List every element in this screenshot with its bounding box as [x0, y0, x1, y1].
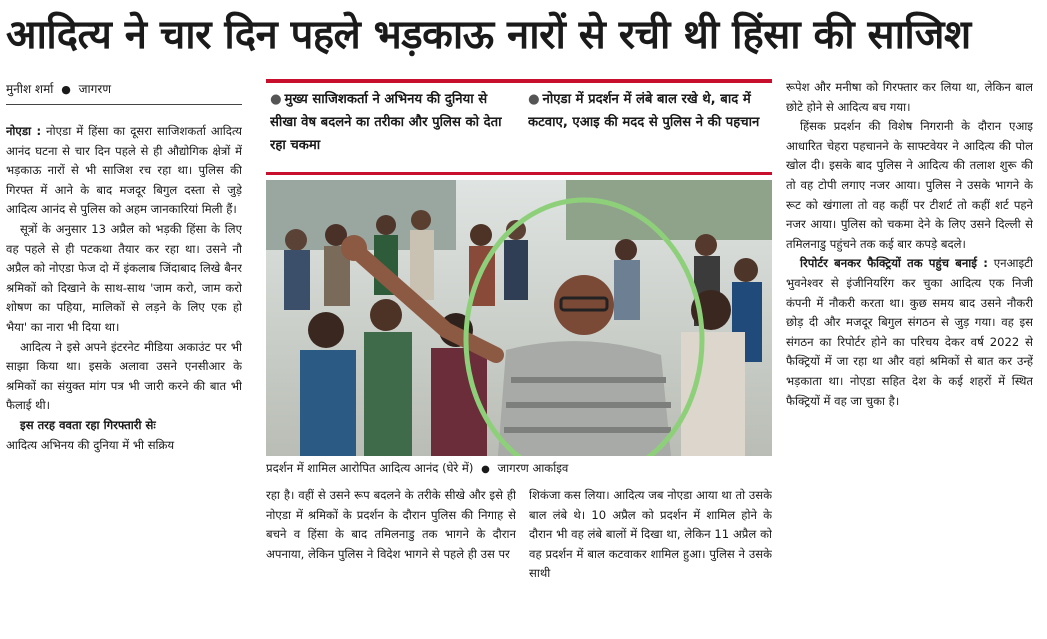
- article-column-3: [529, 486, 772, 639]
- highlight-2-text: नोएडा में प्रदर्शन में लंबे बाल रखे थे, बाद में कटवाए, एआइ की मदद से पुलिस ने की पहचान: [528, 92, 760, 130]
- photo-caption: [266, 458, 772, 478]
- trees: [566, 180, 772, 240]
- article-column-4: [786, 78, 1033, 639]
- col1-para-1-text: नोएडा में हिंसा का दूसरा साजिशकर्ता आदित्य आनंद घटना से चार दिन पहले से ही औद्योगिक क्षेत्रों में भड़काऊ नारों से भी साजिश रच रहा था। पुलिस की गिरफ्त में आने के बाद मजदूर बिगुल दस्ता से जुड़े आदित्य आनंद से पुलिस को अहम जानकारियां मिली हैं।: [6, 124, 242, 217]
- bullet-icon: ●: [528, 92, 540, 107]
- col2-para-1: रहा है। वहीं से उसने रूप बदलने के तरीके सीखे और इसे ही नोएडा में श्रमिकों के प्रदर्शन के दौरान पुलिस की निगाह से बचने व हिंसा के बाद तमिलनाडु तक भागने के दौरान अपनाया, लेकिन पुलिस ने विदेश भागने से पहले ही उस पर: [266, 488, 516, 561]
- col1-para-1: [6, 122, 242, 220]
- col1-para-2: सूत्रों के अनुसार 13 अप्रैल को भड़की हिंसा के लिए वह पहले से ही पटकथा तैयार कर रहा था। उसने नौ अप्रैल को नोएडा फेज दो में इंकलाब जिंदाबाद लिखे बैनर श्रमिकों को दिखाने के साथ-साथ 'जाम करो, जाम करो शोषण का पहिया, मालिकों से लड़ने के लिए एक हो भैया' का नारा भी दिया था।: [6, 221, 242, 334]
- col1-para-3: आदित्य ने इसे अपने इंटरनेट मीडिया अकाउंट पर भी साझा किया था। इसके अलावा उसने एनसीआर के श्रमिकों का संयुक्त मांग पत्र भी जारी करने की बात भी फैलाई थी।: [6, 339, 242, 413]
- col4-para-3-text: एनआइटी भुवनेश्वर से इंजीनियरिंग कर चुका आदित्य एक निजी कंपनी में नौकरी करता था। कुछ समय बाद उसने नौकरी छोड़ दी और मजदूर बिगुल संगठन से जुड़ गया। वह इस संगठन का रिपोर्टर होने का परिचय देकर वर्ष 2022 से फैक्ट्रियों में जा रहा था और वहां श्रमिकों से बात कर उन्हें भड़काता था। नोएडा सहित देश के कई शहरों में स्थित फैक्ट्रियों में वह जा चुका है।: [786, 256, 1033, 408]
- highlight-bottom-rule: [266, 172, 772, 175]
- page-headline: आदित्य ने चार दिन पहले भड़काऊ नारों से रची थी हिंसा की साजिश: [6, 12, 971, 58]
- byline: [6, 78, 242, 100]
- col3-para-1: शिकंजा कस लिया। आदित्य जब नोएडा आया था तो उसके बाल लंबे थे। 10 अप्रैल को प्रदर्शन में शामिल होने के दौरान भी वह लंबे बालों में दिखा था, लेकिन 11 अप्रैल को वह प्रदर्शन में बाल कटवाकर शामिल हुआ। पुलिस ने उसके साथी: [529, 488, 772, 581]
- highlight-box-2: [528, 88, 772, 170]
- byline-source: जागरण: [78, 82, 111, 96]
- caption-credit: जागरण आर्काइव: [497, 461, 569, 475]
- bullet-icon: ●: [270, 92, 282, 107]
- highlight-top-rule: [266, 79, 772, 83]
- highlight-box-1: [270, 88, 508, 170]
- col4-para-1: रूपेश और मनीषा को गिरफ्तार कर लिया था, लेकिन बाल छोटे होने से आदित्य बच गया।: [786, 80, 1033, 114]
- caption-text: प्रदर्शन में शामिल आरोपित आदित्य आनंद (घेरे में): [266, 461, 474, 475]
- caption-dot-icon: ●: [481, 464, 490, 475]
- col4-subhead: रिपोर्टर बनकर फैक्ट्रियों तक पहुंच बनाई :: [800, 256, 988, 271]
- byline-author: मुनीश शर्मा: [6, 82, 54, 96]
- col1-para-4: आदित्य अभिनय की दुनिया में भी सक्रिय: [6, 437, 175, 452]
- col4-para-2: हिंसक प्रदर्शन की विशेष निगरानी के दौरान एआइ आधारित चेहरा पहचानने के साफ्टवेयर ने आदित्य की पोल खोल दी। इसके बाद पुलिस ने आदित्य की तलाश शुरू की तो वह टोपी लगाए नजर आया। पुलिस ने उसके भागने के रूट को खंगाला तो वह कहीं पर टीशर्ट तो कहीं शर्ट पहने नजर आया। पुलिस को चकमा देने के लिए उसने दिल्ली से तमिलनाडु पहुंचने तक कई बार कपड़े बदले।: [786, 119, 1033, 251]
- protest-photo-illustration: [266, 180, 772, 456]
- dateline: नोएडा :: [6, 124, 42, 138]
- col4-para-3: [786, 254, 1033, 411]
- byline-dot-icon: ●: [61, 83, 71, 96]
- article-column-2: [266, 486, 516, 639]
- article-column-1: [6, 122, 242, 639]
- news-photo: [266, 180, 772, 456]
- highlight-1-text: मुख्य साजिशकर्ता ने अभिनय की दुनिया से सीखा वेष बदलने का तरीका और पुलिस को देता रहा चकमा: [270, 92, 502, 153]
- byline-divider: [6, 104, 242, 105]
- col1-subhead: इस तरह ववता रहा गिरफ्तारी सेः: [20, 417, 156, 432]
